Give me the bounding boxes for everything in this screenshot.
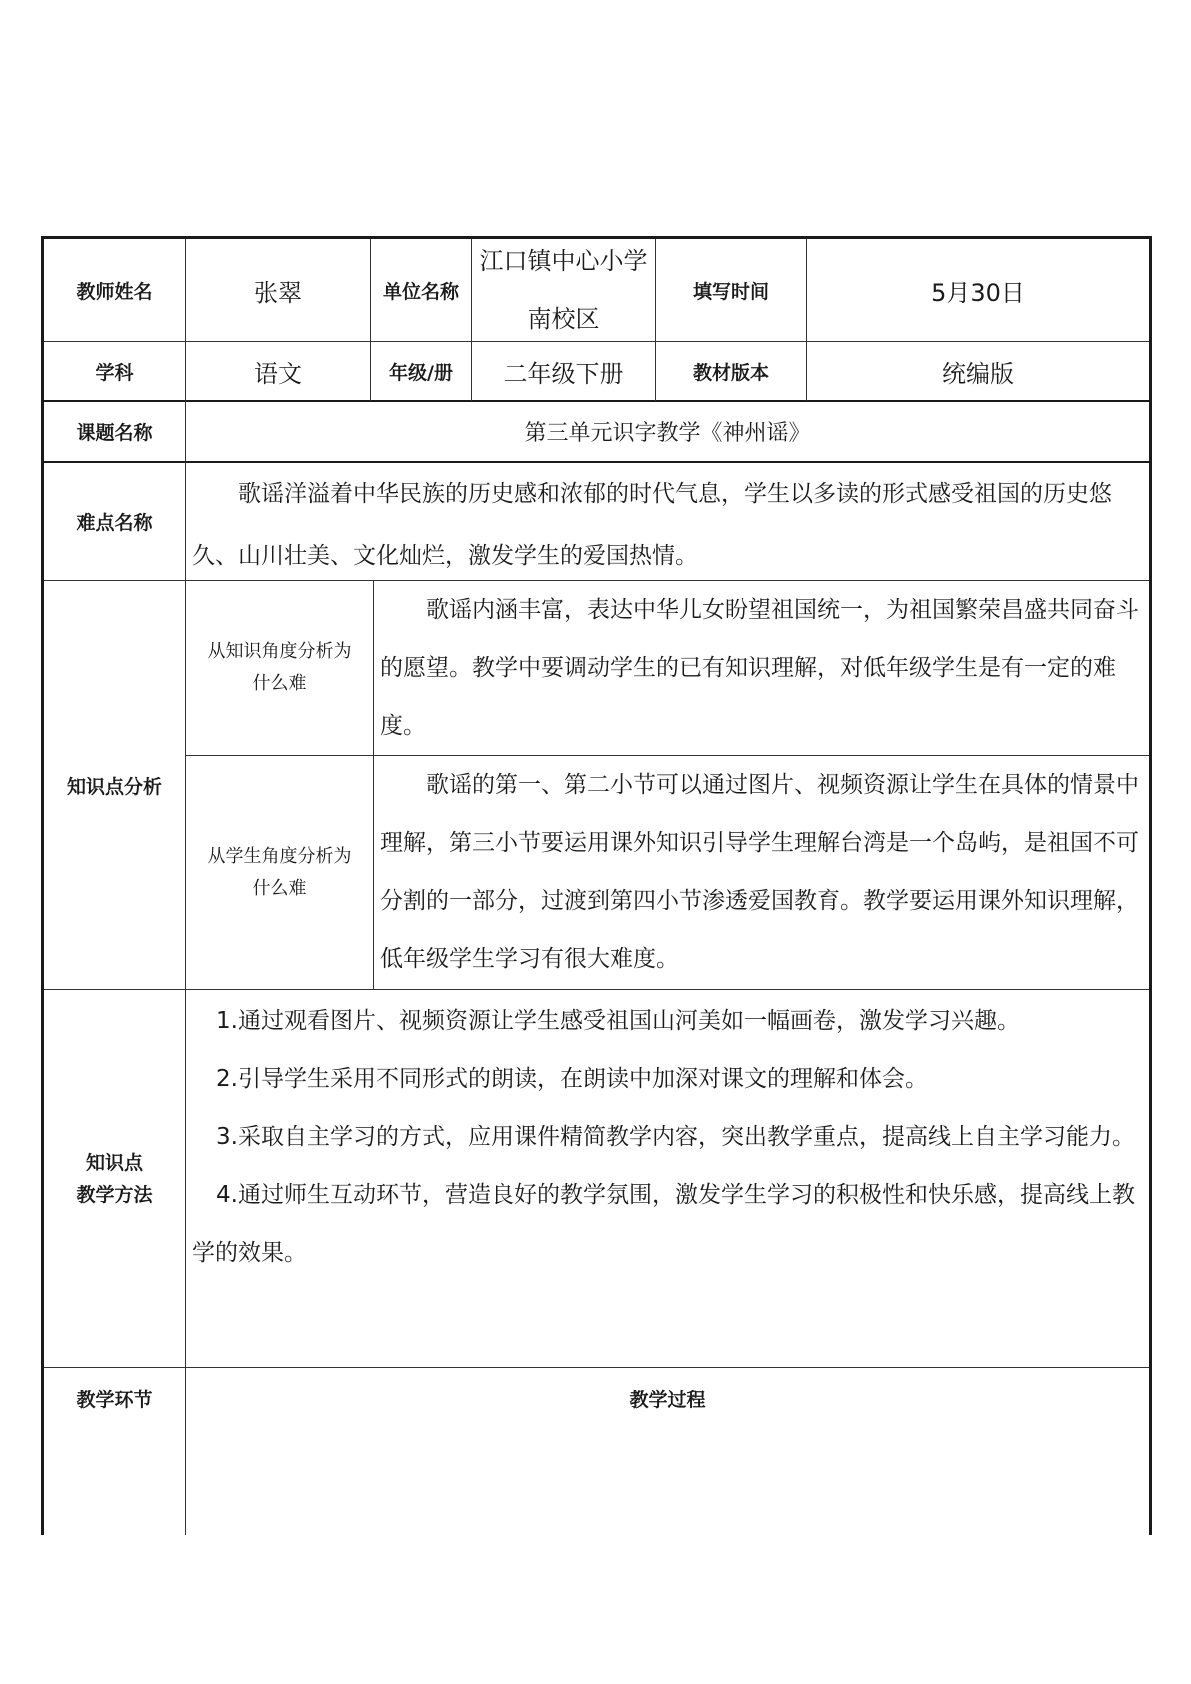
- fill-date-value: 5月30日: [931, 278, 1025, 307]
- unit-name-line2: 南校区: [527, 305, 600, 333]
- knowledge-angle-line2: 什么难: [252, 673, 307, 694]
- knowledge-angle-text-cell: [380, 581, 1143, 755]
- knowledge-angle-text: 歌谣内涵丰富，表达中华儿女盼望祖国统一，为祖国繁荣昌盛共同奋斗的愿望。教学中要调动学生的已有知识理解，对低年级学生是有一定的难度。: [380, 597, 1139, 739]
- subject-value: 语文: [254, 359, 302, 388]
- teacher-name-value: 张翠: [254, 278, 302, 307]
- student-angle-label: [186, 756, 373, 989]
- student-angle-text-cell: [380, 756, 1143, 989]
- unit-name-value: [472, 239, 655, 341]
- teacher-name-label: 教师姓名: [76, 280, 153, 303]
- methods-label-line2: 教学方法: [76, 1183, 153, 1206]
- topic-label: 课题名称: [76, 422, 153, 444]
- unit-name-label: 单位名称: [382, 280, 459, 303]
- student-angle-text: 歌谣的第一、第二小节可以通过图片、视频资源让学生在具体的情景中理解，第三小节要运用课外知识引导学生理解台湾是一个岛屿，是祖国不可分割的一部分，过渡到第四小节渗透爱国教育。教学要运用课外知识理解，低年级学生学习有很大难度。: [380, 772, 1139, 972]
- fill-date-label: 填写时间: [692, 280, 769, 303]
- method-item: 2.引导学生采用不同形式的朗读，在朗读中加深对课文的理解和体会。: [216, 1066, 928, 1092]
- knowledge-angle-line1: 从知识角度分析为: [207, 641, 352, 662]
- student-angle-line1: 从学生角度分析为: [207, 845, 352, 867]
- method-item: 3.采取自主学习的方式，应用课件精简教学内容，突出教学重点，提高线上自主学习能力。: [216, 1124, 1135, 1150]
- difficulty-text-cell: [192, 463, 1142, 580]
- analysis-label: 知识点分析: [66, 775, 162, 798]
- grade-value: 二年级下册: [503, 359, 624, 388]
- subject-label: 学科: [95, 361, 134, 384]
- method-item: 4.通过师生互动环节，营造良好的教学氛围，激发学生学习的积极性和快乐感，提高线上教学的效果。: [192, 1182, 1135, 1266]
- methods-list: [192, 990, 1142, 1367]
- edition-label: 教材版本: [692, 361, 769, 384]
- unit-name-line1: 江口镇中心小学: [479, 247, 648, 275]
- student-angle-line2: 什么难: [252, 877, 307, 899]
- topic-value: 第三单元识字教学《神州谣》: [524, 421, 811, 446]
- difficulty-label: 难点名称: [76, 512, 153, 534]
- edition-value: 统编版: [942, 359, 1014, 388]
- methods-label: [44, 990, 185, 1367]
- lesson-plan-table: [41, 236, 1152, 1535]
- method-item: 1.通过观看图片、视频资源让学生感受祖国山河美如一幅画卷，激发学习兴趣。: [216, 1008, 1020, 1034]
- methods-label-line1: 知识点: [85, 1151, 143, 1174]
- difficulty-text: 歌谣洋溢着中华民族的历史感和浓郁的时代气息，学生以多读的形式感受祖国的历史悠久、山川壮美、文化灿烂，激发学生的爱国热情。: [192, 481, 1112, 569]
- process-label: 教学环节: [76, 1388, 153, 1411]
- grade-label: 年级/册: [389, 361, 453, 384]
- process-value: 教学过程: [629, 1388, 706, 1411]
- knowledge-angle-label: [186, 581, 373, 755]
